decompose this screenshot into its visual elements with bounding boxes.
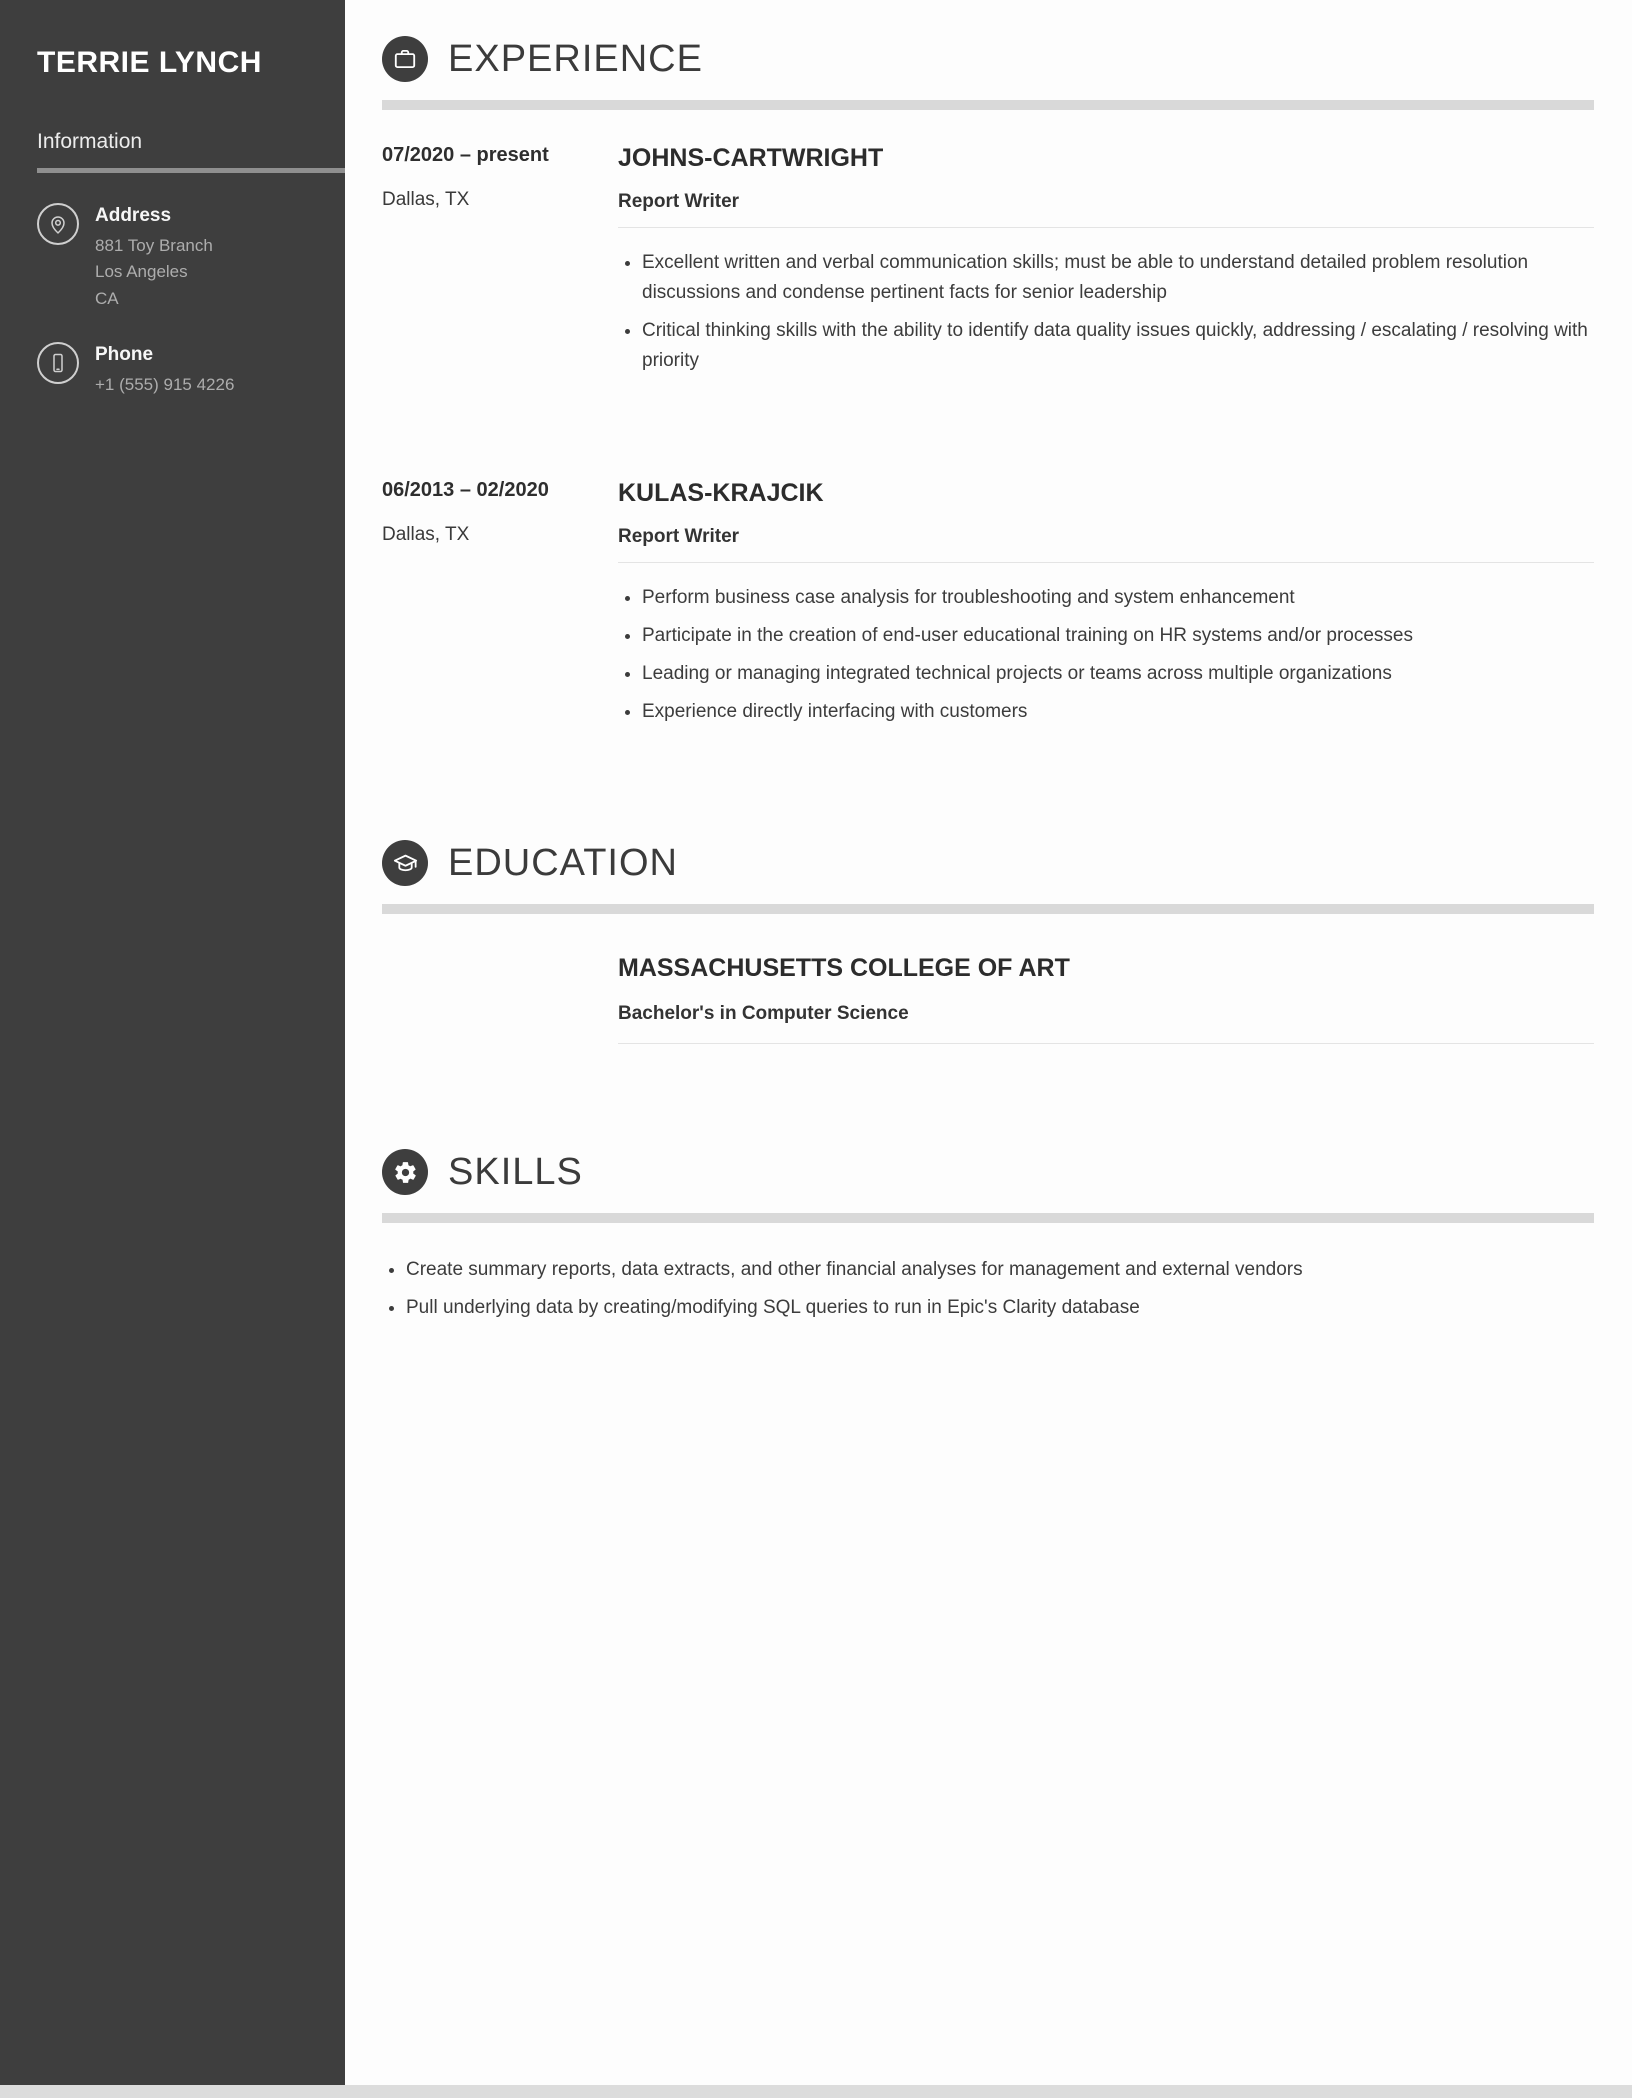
experience-title: EXPERIENCE xyxy=(448,37,703,80)
experience-bullet: • Perform business case analysis for troubleshooting and system enhancement xyxy=(642,583,1594,613)
experience-bullets xyxy=(618,583,1594,727)
experience-bullet: • Experience directly interfacing with customers xyxy=(642,697,1594,727)
experience-header xyxy=(382,36,1594,82)
address-text xyxy=(95,203,213,312)
phone-label: Phone xyxy=(95,344,154,366)
experience-entry xyxy=(382,144,1594,384)
experience-section xyxy=(382,36,1594,735)
phone-block xyxy=(37,342,315,398)
entry-dates: 06/2013 – 02/2020 xyxy=(382,479,549,502)
experience-bullet: • Participate in the creation of end-user educational training on HR systems and/or processes xyxy=(642,621,1594,651)
section-divider-bar xyxy=(382,1213,1594,1223)
address-line: CA xyxy=(95,288,119,308)
experience-bullets xyxy=(618,248,1594,376)
entry-location: Dallas, TX xyxy=(382,189,470,210)
address-label: Address xyxy=(95,205,172,226)
address-line: Los Angeles xyxy=(95,262,188,282)
entry-meta xyxy=(382,144,618,384)
address-block xyxy=(37,203,315,312)
degree-name: Bachelor's in Computer Science xyxy=(618,1003,1594,1044)
company-name: KULAS-KRAJCIK xyxy=(618,479,824,508)
footer-bar xyxy=(0,2085,1632,2098)
graduation-cap-icon xyxy=(382,840,428,886)
section-divider-bar xyxy=(382,100,1594,110)
briefcase-icon xyxy=(382,36,428,82)
phone-icon xyxy=(37,342,79,384)
skills-title: SKILLS xyxy=(448,1150,583,1193)
skills-section xyxy=(382,1149,1594,1323)
entry-body xyxy=(618,144,1594,384)
experience-bullet: • Excellent written and verbal communication skills; must be able to understand detailed problem resolution discussions and condense pertinent facts for senior leadership xyxy=(642,248,1594,308)
phone-number: +1 (555) 915 4226 xyxy=(95,375,235,395)
education-title: EDUCATION xyxy=(448,841,678,884)
sidebar xyxy=(0,0,345,2098)
skill-bullet: • Pull underlying data by creating/modifying SQL queries to run in Epic's Clarity database xyxy=(406,1293,1594,1323)
phone-text xyxy=(95,342,234,398)
main-content xyxy=(345,0,1632,2098)
address-line: 881 Toy Branch xyxy=(95,236,213,255)
entry-body xyxy=(618,954,1594,1044)
experience-bullet: • Critical thinking skills with the ability to identify data quality issues quickly, addressing / escalating / resolving with priority xyxy=(642,316,1594,376)
entry-location: Dallas, TX xyxy=(382,524,470,546)
entry-meta xyxy=(382,479,618,735)
entry-body xyxy=(618,479,1594,735)
job-title: Report Writer xyxy=(618,526,1594,563)
person-name: TERRIE LYNCH xyxy=(37,46,262,79)
location-pin-icon xyxy=(37,203,79,245)
skill-bullet: • Create summary reports, data extracts, and other financial analyses for management and external vendors xyxy=(406,1255,1594,1285)
job-title: Report Writer xyxy=(618,191,1594,228)
information-divider xyxy=(37,168,345,173)
education-section xyxy=(382,840,1594,1044)
entry-dates: 07/2020 – present xyxy=(382,144,549,166)
information-section-title: Information xyxy=(37,130,143,153)
company-name: JOHNS-CARTWRIGHT xyxy=(618,144,884,172)
education-entry xyxy=(382,954,1594,1044)
skills-header xyxy=(382,1149,1594,1195)
experience-bullet: • Leading or managing integrated technical projects or teams across multiple organizations xyxy=(642,659,1594,689)
entry-meta xyxy=(382,954,618,1044)
skills-bullets xyxy=(382,1255,1594,1323)
school-name: MASSACHUSETTS COLLEGE OF ART xyxy=(618,954,1070,983)
education-header xyxy=(382,840,1594,886)
gear-icon xyxy=(382,1149,428,1195)
section-divider-bar xyxy=(382,904,1594,914)
experience-entry xyxy=(382,479,1594,735)
